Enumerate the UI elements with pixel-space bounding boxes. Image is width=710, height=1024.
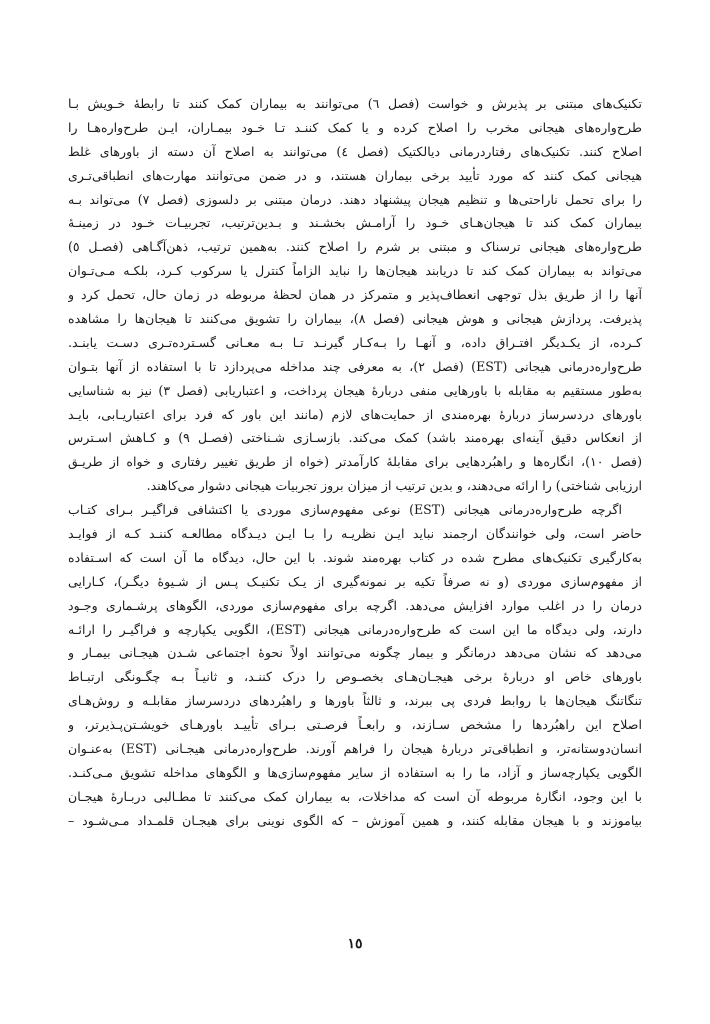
text-line: طرح‌واره‌درمانی هیجانی (EST) (فصل ٢)، به معرفی چند مداخله می‌پردازد تا با استفاده از آنها بتـوان bbox=[68, 358, 642, 374]
text-line: طرح‌واره‌های هیجانی ترسناک و مبتنی بر شرم را اصلاح کنند. به‌همین ترتیب، ذهن‌آگـاهی (فصـل ٥) bbox=[68, 239, 642, 255]
text-line: باورهای خاص او دربارهٔ برخی هیجـان‌هـای بخصـوص را درک کننـد، و ثانیـاً بـه چگـونگی ارتبـاط bbox=[68, 669, 642, 685]
text-line: می‌دهد که نشان می‌دهد درمانگر و بیمار چگونه می‌توانند اولاً نحوهٔ اجتماعی شـدن هیجـانی بیمـار و bbox=[68, 645, 642, 661]
text-line: را برای تحمل ناراحتی‌ها و تنظیم هیجان پیشنهاد دهند. درمان مبتنی بر دلسوزی (فصل ٧) می‌تواند بـه bbox=[68, 191, 642, 207]
text-line: طرح‌واره‌های هیجانی مخرب را اصلاح کرده و یا کمک کننـد تـا خـود بیمـاران، ایـن طرح‌واره‌هـا را bbox=[68, 119, 642, 135]
text-line: به‌کارگیری تکنیک‌های مطرح شده در کتاب بهره‌مند شوند. با این حال، دیدگاه ما آن است که اسـتفاده bbox=[68, 549, 642, 565]
text-line-paragraph-start: اگرچه طرح‌واره‌درمانی هیجانی (EST) نوعی مفهوم‌سازی موردی یا اکتشافی فراگیـر بـرای کتـاب bbox=[68, 502, 622, 518]
text-line: اصلاح این راهبُردها را مشخص سـازند، و رابعـاً فرصـتی بـرای تأییـد باورهـای خویشـتن‌پـذیرتر، و bbox=[68, 717, 642, 733]
text-line: با این وجود، انگارهٔ مربوطه آن است که مداخلات، به بیماران کمک می‌کنند تا مطـالبی دربـارهٔ هیجـان bbox=[68, 788, 642, 804]
document-body bbox=[68, 92, 642, 833]
page-number: ١٥ bbox=[347, 936, 363, 952]
text-line: از مفهوم‌سازی موردی (و نه صرفاً تکیه بر نمونه‌گیری از یـک تکنیـک پـس از شـیوهٔ دیگـر)، کـارایی bbox=[68, 573, 642, 589]
text-line: (فصل ١٠)، انگاره‌ها و راهبُردهایی برای مقابلهٔ کارآمدتر (خواه از طریق تغییر رفتاری و خواه از طریـق bbox=[68, 454, 642, 470]
text-line: الگویی یکپارچه‌ساز و آزاد، ما را به استفاده از سایر مفهوم‌سازی‌ها و الگوهای مداخله تشویق مـی‌کنـد. bbox=[68, 764, 642, 780]
text-line: بیاموزند و با هیجان مقابله کنند، و همین آموزش – که الگوی نوینی برای هیجـان قلمـداد مـی‌شـود – bbox=[68, 812, 642, 828]
text-line: دارند، ولی دیدگاه ما این است که طرح‌واره‌درمانی هیجانی (EST)، الگویی یکپارچه و فراگیـر را ارائـه bbox=[68, 621, 642, 637]
text-line: حاضر است، ولی خوانندگان ارجمند نباید ایـن نظریـه را بـا ایـن دیـدگاه مطالعـه کننـد کـه از فوایـد bbox=[68, 526, 642, 542]
text-line: به‌طور مستقیم به مقابله با باورهایی منفی دربارهٔ هیجان پرداخت، و اعتباریابی (فصل ٣) نیز به شناسایی bbox=[68, 382, 642, 398]
text-line: تنگاتنگ هیجان‌ها با روابط فردی پی ببرند، و ثالثاً باورها و راهبُردهای دردسرساز مقابلـه و روش‌هـای bbox=[68, 693, 642, 709]
text-line: بیماران کمک کند تا هیجان‌هـای خـود را آرامـش بخشـند و بـدین‌ترتیب، تجربیـات خـود در زمینـهٔ bbox=[68, 215, 642, 231]
text-line: می‌تواند به بیماران کمک کند تا دریابند هیجان‌ها را نباید الزاماً کنترل یا سرکوب کـرد، بلکـه مـی‌تـوان bbox=[68, 263, 642, 279]
text-line: تکنیک‌های مبتنی بر پذیرش و خواست (فصل ٦) می‌توانند به بیماران کمک کنند تا رابطهٔ خـویش بـا bbox=[68, 96, 642, 111]
text-line: از انعکاس دقیق آینه‌ای بهره‌مند باشد) کمک می‌کند. بازسـازی شـناختی (فصـل ٩) و کـاهش اسـترس bbox=[68, 430, 642, 446]
text-line: درمان را در اغلب موارد افزایش می‌دهد. اگرچه برای مفهوم‌سازی موردی، الگوهای پرشـماری وجـود bbox=[68, 597, 642, 613]
text-line: پذیرفت. پردازش هیجانی و هوش هیجانی (فصل ٨)، بیماران را تشویق می‌کنند تا هیجان‌ها را مشاهده bbox=[68, 311, 642, 327]
text-line: هیجانی کمک کنند که مورد تأیید برخی بیماران هستند، و در ضمن می‌توانند مهارت‌های انطباقی‌تـری bbox=[68, 167, 642, 183]
text-line-paragraph-end: ارزیابی شناختی) را ارائه می‌دهند، و بدین ترتیب از میزان بروز تجربیات هیجانی دشوار می‌کاهند. bbox=[146, 478, 642, 494]
text-line: آنها را از طریق بذل توجهی انعطاف‌پذیر و متمرکز در همان لحظهٔ مربوطه در زمان حال، تحمل کرد و bbox=[68, 287, 642, 303]
text-line: باورهای دردسرساز دربارهٔ بهره‌مندی از حمایت‌های لازم (مانند این باور که فرد برای اعتباریـابی، بایـد bbox=[68, 406, 642, 422]
text-line: اصلاح کنند. تکنیک‌های رفتاردرمانی دیالکتیک (فصل ٤) می‌توانند به اصلاح آن دسته از باورهای غلط bbox=[68, 143, 642, 159]
text-line: کـرده، از یکـدیگر افتـراق داده، و آنهـا را بـه‌کـار گیرنـد تـا بـه معـانی گسـترده‌تـری دسـت یابنـد. bbox=[68, 334, 642, 350]
text-line: انسان‌دوستانه‌تر، و انطباقی‌تر دربارهٔ هیجان را فراهم آورند. طرح‌واره‌درمانی هیجـانی (EST) به‌عنـوان bbox=[68, 741, 642, 757]
